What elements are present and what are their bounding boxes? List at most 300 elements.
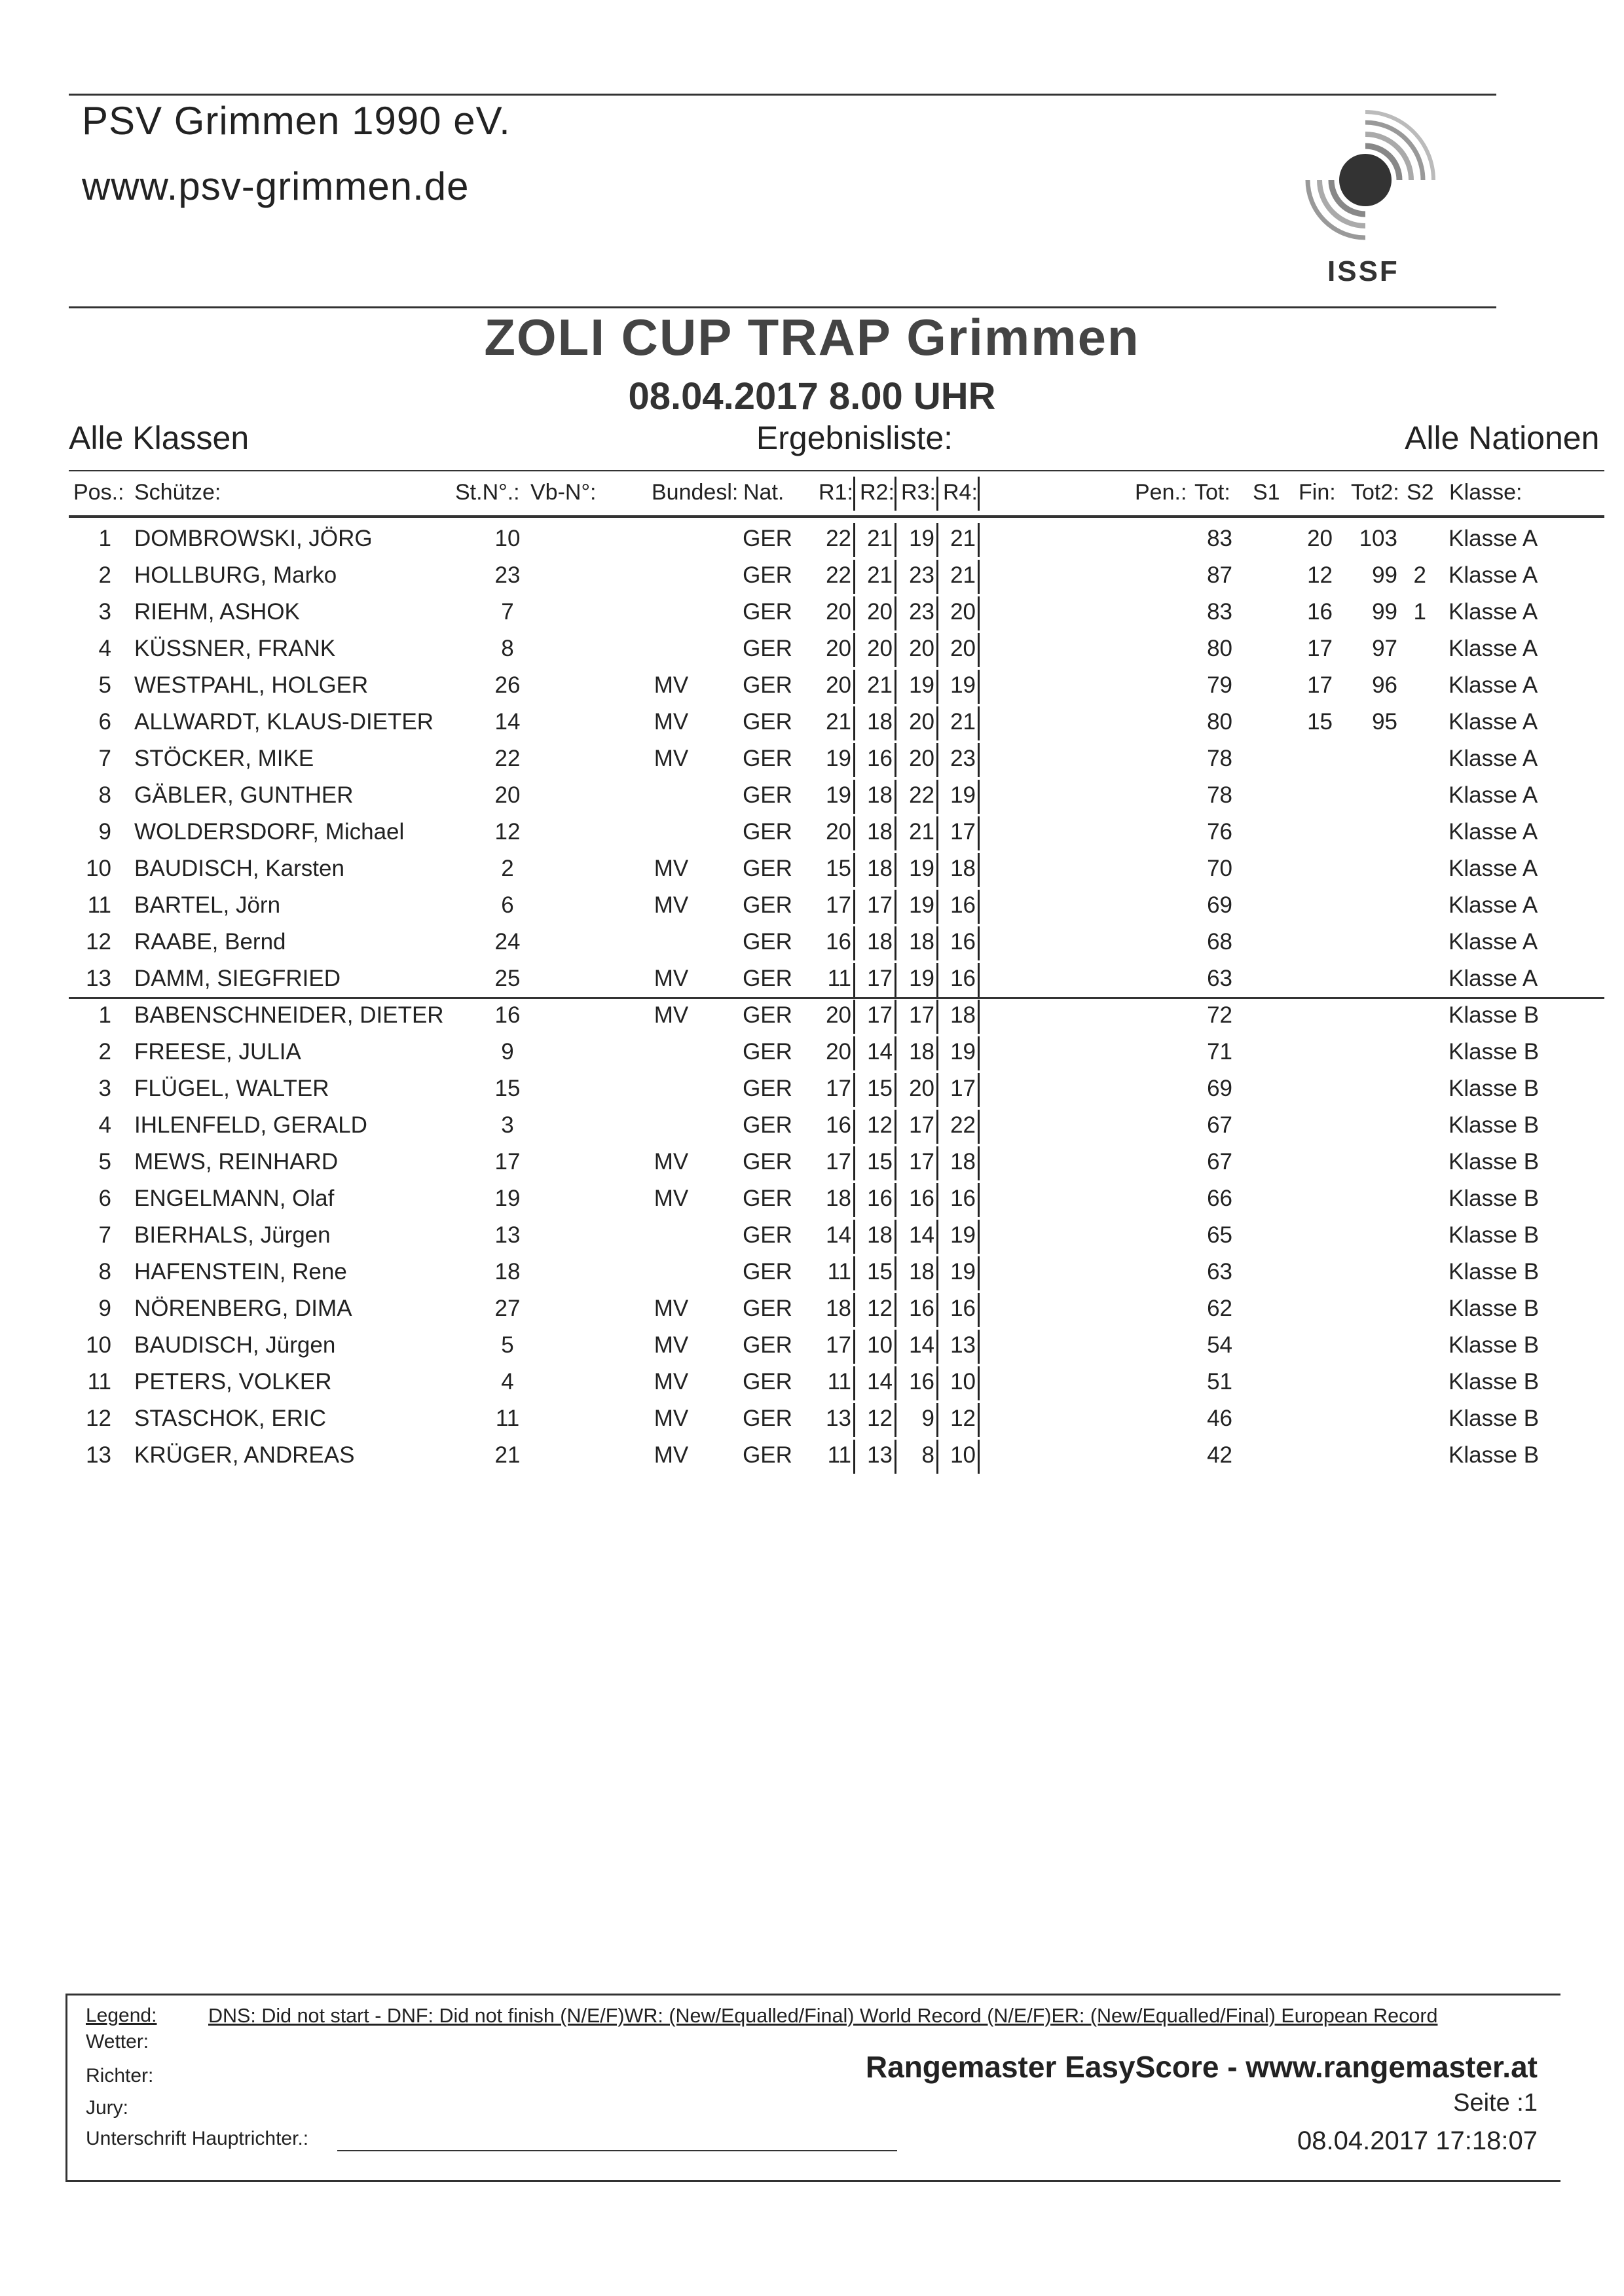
round-separator <box>895 816 896 850</box>
cell-r4: 16 <box>950 966 976 991</box>
round-separator <box>936 670 938 704</box>
round-separator <box>895 1330 896 1364</box>
round-separator <box>978 890 980 924</box>
cell-tot: 66 <box>1207 1186 1232 1211</box>
cell-fin: 17 <box>1307 672 1333 698</box>
cell-r4: 18 <box>950 1002 976 1028</box>
cell-r3: 20 <box>909 746 934 771</box>
cell-stn: 19 <box>494 1186 521 1211</box>
cell-klasse: Klasse A <box>1449 782 1538 808</box>
cell-r1: 18 <box>826 1296 851 1321</box>
round-separator <box>936 1000 938 1034</box>
round-separator <box>978 523 980 557</box>
round-separator <box>895 706 896 740</box>
cell-tot: 68 <box>1207 929 1232 955</box>
cell-r2: 17 <box>867 892 893 918</box>
col-r1: R1: <box>819 480 853 505</box>
cell-r2: 12 <box>867 1112 893 1138</box>
round-separator <box>936 706 938 740</box>
cell-nat: GER <box>743 1076 792 1101</box>
round-separator <box>853 633 855 667</box>
header-separator <box>853 477 855 511</box>
cell-r4: 18 <box>950 856 976 881</box>
round-separator <box>895 1440 896 1474</box>
weather-label: Wetter: <box>86 2031 149 2052</box>
cell-r1: 20 <box>826 1039 851 1065</box>
cell-r3: 23 <box>909 599 934 625</box>
cell-r3: 8 <box>921 1442 934 1468</box>
cell-r2: 15 <box>867 1259 893 1285</box>
round-separator <box>978 816 980 850</box>
round-separator <box>936 1036 938 1070</box>
cell-tot: 83 <box>1207 526 1232 551</box>
cell-tot: 71 <box>1207 1039 1232 1065</box>
cell-s2: 1 <box>1413 599 1426 625</box>
cell-r1: 17 <box>826 1332 851 1358</box>
round-separator <box>978 706 980 740</box>
cell-stn: 3 <box>501 1112 514 1138</box>
cell-pos: 2 <box>98 562 111 588</box>
cell-r4: 18 <box>950 1149 976 1175</box>
round-separator <box>978 743 980 777</box>
cell-bl: MV <box>654 709 689 735</box>
round-separator <box>978 1330 980 1364</box>
cell-tot2: 103 <box>1359 526 1397 551</box>
cell-klasse: Klasse B <box>1449 1002 1540 1028</box>
cell-tot: 87 <box>1207 562 1232 588</box>
cell-r4: 23 <box>950 746 976 771</box>
cell-stn: 25 <box>494 966 521 991</box>
cell-name: BABENSCHNEIDER, DIETER <box>134 1002 444 1028</box>
cell-r2: 13 <box>867 1442 893 1468</box>
cell-fin: 20 <box>1307 526 1333 551</box>
round-separator <box>978 1146 980 1180</box>
cell-r3: 16 <box>909 1186 934 1211</box>
round-separator <box>895 560 896 594</box>
cell-r3: 19 <box>909 892 934 918</box>
cell-name: STASCHOK, ERIC <box>134 1406 327 1431</box>
cell-r4: 22 <box>950 1112 976 1138</box>
round-separator <box>978 1036 980 1070</box>
cell-r1: 15 <box>826 856 851 881</box>
cell-r1: 13 <box>826 1406 851 1431</box>
cell-fin: 15 <box>1307 709 1333 735</box>
cell-tot: 76 <box>1207 819 1232 845</box>
cell-stn: 4 <box>501 1369 514 1394</box>
round-separator <box>853 560 855 594</box>
cell-name: FREESE, JULIA <box>134 1039 301 1065</box>
cell-stn: 20 <box>494 782 521 808</box>
col-fin: Fin: <box>1299 480 1336 505</box>
cell-pos: 6 <box>98 1186 111 1211</box>
cell-name: STÖCKER, MIKE <box>134 746 314 771</box>
round-separator <box>978 1256 980 1290</box>
cell-nat: GER <box>743 1039 792 1065</box>
round-separator <box>853 1000 855 1034</box>
cell-pos: 11 <box>87 892 111 918</box>
cell-pos: 13 <box>86 966 111 991</box>
cell-stn: 26 <box>494 672 521 698</box>
cell-r2: 18 <box>867 782 893 808</box>
cell-name: PETERS, VOLKER <box>134 1369 332 1394</box>
cell-r3: 16 <box>909 1296 934 1321</box>
cell-bl: MV <box>654 1002 689 1028</box>
round-separator <box>936 560 938 594</box>
cell-name: BIERHALS, Jürgen <box>134 1222 331 1248</box>
round-separator <box>978 596 980 630</box>
cell-r1: 20 <box>826 636 851 661</box>
cell-tot: 80 <box>1207 709 1232 735</box>
cell-bl: MV <box>654 1369 689 1394</box>
cell-r1: 21 <box>826 709 851 735</box>
cell-pos: 3 <box>98 1076 111 1101</box>
cell-name: HAFENSTEIN, Rene <box>134 1259 347 1285</box>
cell-nat: GER <box>743 1442 792 1468</box>
col-pen: Pen.: <box>1135 480 1187 505</box>
cell-pos: 9 <box>98 1296 111 1321</box>
cell-r2: 18 <box>867 709 893 735</box>
cell-stn: 22 <box>494 746 521 771</box>
round-separator <box>936 1183 938 1217</box>
cell-nat: GER <box>743 746 792 771</box>
round-separator <box>895 1366 896 1400</box>
cell-name: IHLENFELD, GERALD <box>134 1112 367 1138</box>
round-separator <box>895 633 896 667</box>
cell-tot: 63 <box>1207 966 1232 991</box>
cell-klasse: Klasse A <box>1449 746 1538 771</box>
cell-r4: 21 <box>950 526 976 551</box>
cell-r3: 18 <box>909 929 934 955</box>
cell-r1: 18 <box>826 1186 851 1211</box>
header-top-rule <box>69 94 1496 96</box>
cell-nat: GER <box>743 1296 792 1321</box>
cell-r3: 18 <box>909 1259 934 1285</box>
round-separator <box>853 780 855 814</box>
cell-r2: 15 <box>867 1149 893 1175</box>
header-separator <box>895 477 896 511</box>
cell-tot: 69 <box>1207 1076 1232 1101</box>
cell-r4: 13 <box>950 1332 976 1358</box>
cell-s2: 2 <box>1413 562 1426 588</box>
cell-klasse: Klasse B <box>1449 1369 1540 1394</box>
cell-r1: 19 <box>826 782 851 808</box>
signature-label: Unterschrift Hauptrichter.: <box>86 2128 309 2149</box>
round-separator <box>895 1220 896 1254</box>
cell-r2: 17 <box>867 1002 893 1028</box>
cell-klasse: Klasse A <box>1449 819 1538 845</box>
cell-bl: MV <box>654 1149 689 1175</box>
cell-r4: 19 <box>950 1222 976 1248</box>
round-separator <box>936 633 938 667</box>
cell-klasse: Klasse B <box>1449 1076 1540 1101</box>
cell-tot: 63 <box>1207 1259 1232 1285</box>
cell-nat: GER <box>743 892 792 918</box>
cell-klasse: Klasse A <box>1449 709 1538 735</box>
round-separator <box>895 596 896 630</box>
cell-tot: 70 <box>1207 856 1232 881</box>
cell-nat: GER <box>743 599 792 625</box>
print-timestamp: 08.04.2017 17:18:07 <box>1297 2126 1538 2155</box>
cell-nat: GER <box>743 1369 792 1394</box>
round-separator <box>936 816 938 850</box>
round-separator <box>853 963 855 997</box>
cell-bl: MV <box>654 1332 689 1358</box>
cell-nat: GER <box>743 966 792 991</box>
cell-r1: 22 <box>826 526 851 551</box>
cell-r1: 11 <box>827 966 851 991</box>
round-separator <box>853 523 855 557</box>
cell-tot: 78 <box>1207 746 1232 771</box>
cell-r2: 17 <box>867 966 893 991</box>
cell-pos: 7 <box>98 1222 111 1248</box>
cell-pos: 10 <box>86 1332 111 1358</box>
cell-name: KÜSSNER, FRANK <box>134 636 336 661</box>
cell-pos: 3 <box>98 599 111 625</box>
round-separator <box>936 1366 938 1400</box>
round-separator <box>978 853 980 887</box>
cell-r4: 19 <box>950 782 976 808</box>
cell-fin: 12 <box>1307 562 1333 588</box>
cell-r2: 21 <box>867 672 893 698</box>
cell-stn: 9 <box>501 1039 514 1065</box>
cell-r4: 10 <box>950 1369 976 1394</box>
col-name: Schütze: <box>134 480 221 505</box>
cell-stn: 18 <box>494 1259 521 1285</box>
cell-nat: GER <box>743 1186 792 1211</box>
cell-r4: 16 <box>950 892 976 918</box>
cell-pos: 12 <box>86 1406 111 1431</box>
cell-r4: 10 <box>950 1442 976 1468</box>
cell-klasse: Klasse A <box>1449 672 1538 698</box>
columns-bottom-rule <box>69 515 1604 518</box>
round-separator <box>936 926 938 960</box>
cell-stn: 24 <box>494 929 521 955</box>
cell-stn: 16 <box>494 1002 521 1028</box>
legend-box <box>65 1994 1560 2182</box>
cell-r3: 17 <box>909 1112 934 1138</box>
round-separator <box>978 1293 980 1327</box>
round-separator <box>978 926 980 960</box>
round-separator <box>853 1183 855 1217</box>
cell-name: RIEHM, ASHOK <box>134 599 300 625</box>
cell-r2: 14 <box>867 1039 893 1065</box>
cell-nat: GER <box>743 856 792 881</box>
round-separator <box>978 1403 980 1437</box>
event-datetime: 08.04.2017 8.00 UHR <box>628 375 996 418</box>
round-separator <box>936 1293 938 1327</box>
cell-nat: GER <box>743 1149 792 1175</box>
cell-tot2: 95 <box>1372 709 1397 735</box>
cell-nat: GER <box>743 819 792 845</box>
cell-r2: 14 <box>867 1369 893 1394</box>
cell-stn: 6 <box>501 892 514 918</box>
round-separator <box>853 1366 855 1400</box>
cell-bl: MV <box>654 1406 689 1431</box>
cell-tot: 42 <box>1207 1442 1232 1468</box>
cell-name: DOMBROWSKI, JÖRG <box>134 526 373 551</box>
cell-pos: 1 <box>98 526 111 551</box>
cell-klasse: Klasse B <box>1449 1112 1540 1138</box>
cell-klasse: Klasse B <box>1449 1186 1540 1211</box>
cell-r2: 10 <box>867 1332 893 1358</box>
round-separator <box>895 780 896 814</box>
round-separator <box>978 633 980 667</box>
cell-bl: MV <box>654 1442 689 1468</box>
cell-r3: 16 <box>909 1369 934 1394</box>
round-separator <box>895 853 896 887</box>
cell-r1: 17 <box>826 892 851 918</box>
round-separator <box>936 596 938 630</box>
round-separator <box>853 1036 855 1070</box>
col-vbn: Vb-N°: <box>530 480 597 505</box>
cell-name: DAMM, SIEGFRIED <box>134 966 341 991</box>
cell-name: BAUDISCH, Jürgen <box>134 1332 336 1358</box>
cell-r2: 18 <box>867 929 893 955</box>
cell-r2: 16 <box>867 746 893 771</box>
cell-r4: 12 <box>950 1406 976 1431</box>
round-separator <box>895 890 896 924</box>
cell-r2: 16 <box>867 1186 893 1211</box>
jury-label: Jury: <box>86 2097 129 2119</box>
cell-nat: GER <box>743 1002 792 1028</box>
cell-r1: 11 <box>827 1369 851 1394</box>
round-separator <box>895 963 896 997</box>
round-separator <box>853 1110 855 1144</box>
cell-bl: MV <box>654 746 689 771</box>
round-separator <box>978 1220 980 1254</box>
round-separator <box>936 853 938 887</box>
cell-pos: 4 <box>98 636 111 661</box>
round-separator <box>895 1403 896 1437</box>
cell-tot: 62 <box>1207 1296 1232 1321</box>
cell-r3: 20 <box>909 709 934 735</box>
cell-tot2: 96 <box>1372 672 1397 698</box>
cell-stn: 12 <box>494 819 521 845</box>
cell-nat: GER <box>743 1332 792 1358</box>
cell-nat: GER <box>743 709 792 735</box>
software-brand: Rangemaster EasyScore - www.rangemaster.at <box>865 2050 1538 2084</box>
cell-r1: 17 <box>826 1076 851 1101</box>
cell-stn: 2 <box>501 856 514 881</box>
round-separator <box>978 1183 980 1217</box>
cell-r3: 19 <box>909 672 934 698</box>
round-separator <box>936 890 938 924</box>
col-s1: S1 <box>1253 480 1280 505</box>
cell-r3: 19 <box>909 856 934 881</box>
round-separator <box>853 670 855 704</box>
cell-r2: 18 <box>867 856 893 881</box>
cell-stn: 23 <box>494 562 521 588</box>
cell-name: NÖRENBERG, DIMA <box>134 1296 352 1321</box>
cell-r1: 16 <box>826 1112 851 1138</box>
cell-klasse: Klasse B <box>1449 1442 1540 1468</box>
cell-stn: 17 <box>494 1149 521 1175</box>
cell-pos: 10 <box>86 856 111 881</box>
cell-stn: 21 <box>494 1442 521 1468</box>
cell-r3: 17 <box>909 1149 934 1175</box>
cell-r4: 21 <box>950 562 976 588</box>
cell-r2: 18 <box>867 1222 893 1248</box>
col-s2: S2 <box>1407 480 1434 505</box>
cell-name: WESTPAHL, HOLGER <box>134 672 369 698</box>
cell-pos: 4 <box>98 1112 111 1138</box>
cell-tot: 69 <box>1207 892 1232 918</box>
cell-r3: 19 <box>909 966 934 991</box>
cell-tot2: 99 <box>1372 562 1397 588</box>
cell-r1: 17 <box>826 1149 851 1175</box>
round-separator <box>895 743 896 777</box>
round-separator <box>978 1073 980 1107</box>
cell-pos: 5 <box>98 1149 111 1175</box>
cell-pos: 2 <box>98 1039 111 1065</box>
round-separator <box>895 1146 896 1180</box>
cell-tot: 67 <box>1207 1112 1232 1138</box>
cell-nat: GER <box>743 1222 792 1248</box>
cell-bl: MV <box>654 1296 689 1321</box>
cell-klasse: Klasse A <box>1449 526 1538 551</box>
col-tot2: Tot2: <box>1351 480 1399 505</box>
round-separator <box>853 1403 855 1437</box>
cell-stn: 5 <box>501 1332 514 1358</box>
round-separator <box>978 963 980 997</box>
cell-r1: 11 <box>827 1259 851 1285</box>
cell-tot: 67 <box>1207 1149 1232 1175</box>
col-nat: Nat. <box>743 480 784 505</box>
round-separator <box>936 780 938 814</box>
cell-r2: 12 <box>867 1406 893 1431</box>
cell-r3: 9 <box>921 1406 934 1431</box>
cell-bl: MV <box>654 966 689 991</box>
cell-nat: GER <box>743 782 792 808</box>
col-tot: Tot: <box>1194 480 1230 505</box>
cell-r4: 17 <box>950 1076 976 1101</box>
cell-bl: MV <box>654 672 689 698</box>
cell-stn: 27 <box>494 1296 521 1321</box>
cell-r4: 19 <box>950 1259 976 1285</box>
cell-tot2: 99 <box>1372 599 1397 625</box>
cell-tot: 65 <box>1207 1222 1232 1248</box>
cell-r3: 23 <box>909 562 934 588</box>
cell-name: KRÜGER, ANDREAS <box>134 1442 355 1468</box>
cell-r4: 16 <box>950 929 976 955</box>
round-separator <box>895 523 896 557</box>
cell-r2: 21 <box>867 526 893 551</box>
cell-nat: GER <box>743 672 792 698</box>
cell-klasse: Klasse B <box>1449 1149 1540 1175</box>
header-separator <box>978 477 980 511</box>
cell-r4: 17 <box>950 819 976 845</box>
col-klasse: Klasse: <box>1449 480 1522 505</box>
cell-klasse: Klasse B <box>1449 1332 1540 1358</box>
cell-r2: 18 <box>867 819 893 845</box>
round-separator <box>978 780 980 814</box>
cell-name: ALLWARDT, KLAUS-DIETER <box>134 709 434 735</box>
cell-pos: 11 <box>87 1369 111 1394</box>
cell-r3: 14 <box>909 1332 934 1358</box>
cell-stn: 13 <box>494 1222 521 1248</box>
cell-r2: 20 <box>867 599 893 625</box>
round-separator <box>978 670 980 704</box>
cell-nat: GER <box>743 1259 792 1285</box>
round-separator <box>853 1073 855 1107</box>
round-separator <box>936 1256 938 1290</box>
nation-filter: Alle Nationen <box>1405 420 1600 456</box>
cell-fin: 16 <box>1307 599 1333 625</box>
round-separator <box>936 1220 938 1254</box>
header-separator <box>936 477 938 511</box>
round-separator <box>936 1403 938 1437</box>
round-separator <box>978 1440 980 1474</box>
